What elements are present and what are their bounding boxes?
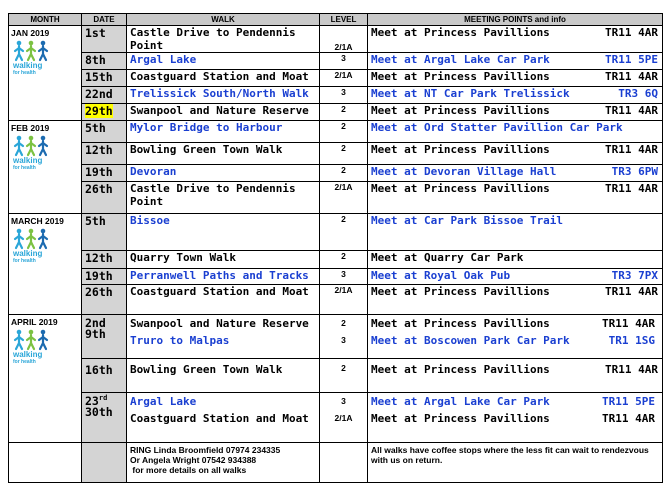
date-cell: 26th xyxy=(82,285,127,315)
date-line: 30th xyxy=(85,405,113,419)
meeting-text: Meet at Princess Pavillions xyxy=(371,70,550,83)
level-cell: 2/1A xyxy=(320,70,368,87)
level-line: 2 xyxy=(341,318,346,328)
walk-schedule xyxy=(8,13,662,483)
month-cell xyxy=(9,315,82,443)
meeting-text: Meet at Princess Pavillions xyxy=(371,26,550,39)
walk-line: Coastguard Station and Moat xyxy=(130,412,309,425)
level-line: 3 xyxy=(341,335,346,345)
walking-for-health-logo xyxy=(11,329,79,365)
meeting-cell xyxy=(368,214,663,251)
postcode: TR11 4AR xyxy=(605,26,658,39)
date-number: 23 xyxy=(85,394,99,408)
walk-cell: Quarry Town Walk xyxy=(127,251,320,269)
meeting-text: Meet at Car Park Bissoe Trail xyxy=(371,214,564,227)
level-line: 3 xyxy=(341,396,346,406)
meeting-text: Meet at Princess Pavillions xyxy=(371,104,550,117)
meeting-text: Meet at NT Car Park Trelissick xyxy=(371,87,570,100)
postcode: TR1 1SG xyxy=(608,334,655,347)
walk-cell xyxy=(127,315,320,359)
level-cell xyxy=(320,393,368,443)
logo-word1: walking xyxy=(13,249,43,258)
meeting-text: Meet at Princess Pavillions xyxy=(371,143,550,156)
table-row xyxy=(9,53,663,70)
meeting-line xyxy=(371,393,659,410)
walk-line: Argal Lake xyxy=(130,395,197,408)
meeting-cell xyxy=(368,87,663,104)
meeting-cell xyxy=(368,359,663,393)
level-cell: 2 xyxy=(320,251,368,269)
walk-cell: Bissoe xyxy=(127,214,320,251)
level-cell: 2/1A xyxy=(320,26,368,53)
date-cell: 5th xyxy=(82,214,127,251)
header-row xyxy=(9,14,663,26)
meeting-text: Meet at Princess Pavillions xyxy=(371,363,550,376)
logo-word2: for health xyxy=(13,359,36,363)
month-label: MARCH 2019 xyxy=(11,216,64,226)
postcode: TR11 4AR xyxy=(605,182,658,195)
level-cell: 3 xyxy=(320,53,368,70)
date-cell xyxy=(82,104,127,121)
contact-cell xyxy=(127,443,320,483)
level-cell: 2 xyxy=(320,143,368,165)
walking-for-health-logo xyxy=(11,135,79,171)
postcode: TR11 4AR xyxy=(605,104,658,117)
walk-cell: Coastguard Station and Moat xyxy=(127,70,320,87)
contact-line: for more details on all walks xyxy=(130,465,247,475)
month-header: MONTH xyxy=(9,14,82,26)
contact-line: RING Linda Broomfield 07974 234335 xyxy=(130,445,281,455)
meeting-text: Meet at Royal Oak Pub xyxy=(371,269,511,282)
date-cell: 22nd xyxy=(82,87,127,104)
level-header: LEVEL xyxy=(320,14,368,26)
date-cell: 16th xyxy=(82,359,127,393)
walking-for-health-logo xyxy=(11,228,79,264)
table-row xyxy=(9,70,663,87)
walking-for-health-logo xyxy=(11,40,79,76)
date-cell: 5th xyxy=(82,121,127,143)
table-row xyxy=(9,143,663,165)
walkers-icon xyxy=(11,40,55,74)
meeting-text: Meet at Princess Pavillions xyxy=(371,317,550,330)
level-cell: 2/1A xyxy=(320,182,368,214)
table-row xyxy=(9,121,663,143)
walk-cell: Castle Drive to Pendennis Point xyxy=(127,182,320,214)
meeting-text: Meet at Quarry Car Park xyxy=(371,251,524,264)
table-row xyxy=(9,315,663,359)
table-row xyxy=(9,251,663,269)
month-cell xyxy=(9,214,82,315)
logo-word2: for health xyxy=(13,165,36,169)
table-row xyxy=(9,393,663,443)
walk-line: Swanpool and Nature Reserve xyxy=(130,317,309,330)
date-cell: 12th xyxy=(82,143,127,165)
postcode: TR11 4AR xyxy=(605,363,658,376)
date-cell: 19th xyxy=(82,269,127,285)
meeting-text: Meet at Boscowen Park Car Park xyxy=(371,334,570,347)
meeting-line xyxy=(371,315,659,332)
date-cell: 26th xyxy=(82,182,127,214)
meeting-cell xyxy=(368,315,663,359)
walk-cell: Perranwell Paths and Tracks xyxy=(127,269,320,285)
walkers-icon xyxy=(11,228,55,262)
logo-word1: walking xyxy=(13,350,43,359)
walk-cell: Trelissick South/North Walk xyxy=(127,87,320,104)
meeting-line xyxy=(371,410,659,427)
meeting-cell xyxy=(368,182,663,214)
month-cell xyxy=(9,121,82,214)
meeting-cell xyxy=(368,104,663,121)
level-cell: 2 xyxy=(320,359,368,393)
table-row xyxy=(9,87,663,104)
meeting-cell xyxy=(368,269,663,285)
date-line: 2nd xyxy=(85,316,106,330)
date-cell: 15th xyxy=(82,70,127,87)
table-row xyxy=(9,214,663,251)
table-row xyxy=(9,104,663,121)
postcode: TR3 6Q xyxy=(618,87,658,100)
walk-cell: Swanpool and Nature Reserve xyxy=(127,104,320,121)
logo-word2: for health xyxy=(13,258,36,262)
date-line: 9th xyxy=(85,327,106,341)
table-row xyxy=(9,165,663,182)
meeting-text: Meet at Argal Lake Car Park xyxy=(371,395,550,408)
month-cell xyxy=(9,26,82,121)
table-row xyxy=(9,182,663,214)
date-cell: 12th xyxy=(82,251,127,269)
level-line: 2/1A xyxy=(334,413,353,423)
level-cell xyxy=(320,315,368,359)
postcode: TR11 4AR xyxy=(605,285,658,298)
logo-word1: walking xyxy=(13,156,43,165)
date-suffix: rd xyxy=(98,394,108,403)
walk-cell: Argal Lake xyxy=(127,53,320,70)
meeting-text: Meet at Princess Pavillions xyxy=(371,412,550,425)
walkers-icon xyxy=(11,135,55,169)
postcode: TR11 5PE xyxy=(605,53,658,66)
schedule-table xyxy=(8,13,663,483)
level-cell: 2 xyxy=(320,165,368,182)
walk-cell: Bowling Green Town Walk xyxy=(127,143,320,165)
meeting-cell xyxy=(368,251,663,269)
footer-row xyxy=(9,443,663,483)
meeting-cell xyxy=(368,165,663,182)
meeting-header: MEETING POINTS and info xyxy=(368,14,663,26)
postcode: TR3 7PX xyxy=(611,269,658,282)
meeting-cell xyxy=(368,53,663,70)
highlighted-date: 29th xyxy=(85,104,113,118)
coffee-note: All walks have coffee stops where the less fit can wait to rendezvous with us on return. xyxy=(368,443,663,483)
footer-empty-cell xyxy=(9,443,82,483)
month-label: JAN 2019 xyxy=(11,28,50,38)
month-label: FEB 2019 xyxy=(11,123,50,133)
date-header: DATE xyxy=(82,14,127,26)
footer-level-cell xyxy=(320,443,368,483)
postcode: TR11 4AR xyxy=(602,317,655,330)
meeting-line xyxy=(371,332,659,349)
month-label: APRIL 2019 xyxy=(11,317,58,327)
meeting-cell xyxy=(368,393,663,443)
table-row xyxy=(9,285,663,315)
table-row xyxy=(9,359,663,393)
logo-word2: for health xyxy=(13,70,36,74)
walk-cell: Coastguard Station and Moat xyxy=(127,285,320,315)
level-cell: 2 xyxy=(320,214,368,251)
table-row xyxy=(9,269,663,285)
postcode: TR11 4AR xyxy=(605,70,658,83)
meeting-cell xyxy=(368,143,663,165)
level-cell: 3 xyxy=(320,87,368,104)
meeting-cell xyxy=(368,70,663,87)
postcode: TR3 6PW xyxy=(611,165,658,178)
footer-date-cell xyxy=(82,443,127,483)
level-cell: 2 xyxy=(320,121,368,143)
level-cell: 2 xyxy=(320,104,368,121)
postcode: TR11 5PE xyxy=(602,395,655,408)
postcode: TR11 4AR xyxy=(605,143,658,156)
walk-header: WALK xyxy=(127,14,320,26)
postcode: TR11 4AR xyxy=(602,412,655,425)
date-cell: 1st xyxy=(82,26,127,53)
date-cell xyxy=(82,315,127,359)
meeting-text: Meet at Ord Statter Pavillion Car Park xyxy=(371,121,623,134)
walk-line: Truro to Malpas xyxy=(130,334,230,347)
meeting-text: Meet at Argal Lake Car Park xyxy=(371,53,550,66)
walkers-icon xyxy=(11,329,55,363)
walk-cell: Bowling Green Town Walk xyxy=(127,359,320,393)
table-row xyxy=(9,26,663,53)
date-cell: 8th xyxy=(82,53,127,70)
meeting-text: Meet at Princess Pavillions xyxy=(371,285,550,298)
contact-line: Or Angela Wright 07542 934388 xyxy=(130,455,257,465)
walk-cell: Castle Drive to Pendennis Point xyxy=(127,26,320,53)
logo-word1: walking xyxy=(13,61,43,70)
meeting-cell xyxy=(368,26,663,53)
meeting-cell xyxy=(368,285,663,315)
walk-cell xyxy=(127,393,320,443)
walk-cell: Devoran xyxy=(127,165,320,182)
meeting-cell xyxy=(368,121,663,143)
date-cell: 19th xyxy=(82,165,127,182)
level-cell: 3 xyxy=(320,269,368,285)
meeting-text: Meet at Princess Pavillions xyxy=(371,182,550,195)
level-cell: 2/1A xyxy=(320,285,368,315)
date-cell xyxy=(82,393,127,443)
walk-cell: Mylor Bridge to Harbour xyxy=(127,121,320,143)
meeting-text: Meet at Devoran Village Hall xyxy=(371,165,557,178)
